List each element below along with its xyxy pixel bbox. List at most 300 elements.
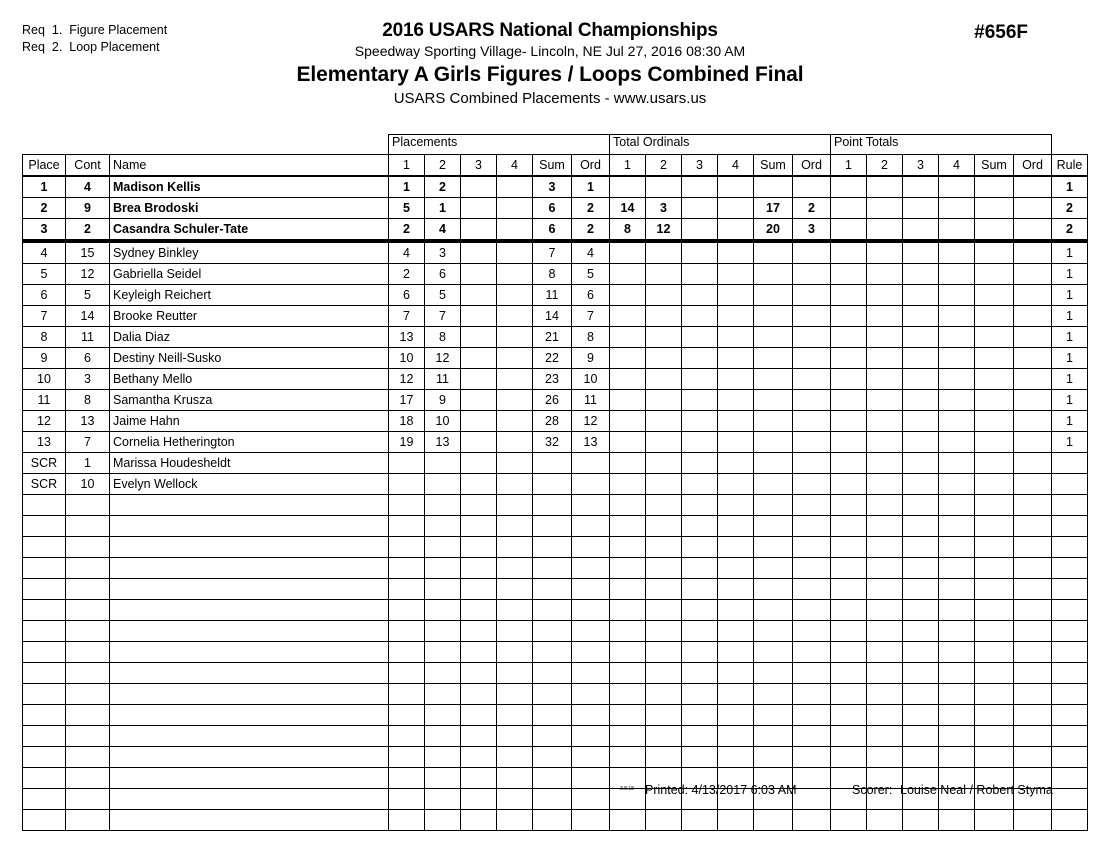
- cell-placement-4: [497, 432, 533, 453]
- cell-place: 1: [23, 176, 66, 198]
- cell-placement-3: [461, 516, 497, 537]
- cell-name: Dalia Diaz: [110, 327, 389, 348]
- cell-point-ord: [1014, 663, 1052, 684]
- cell-point-3: [903, 241, 939, 264]
- cell-placement-1: [389, 810, 425, 831]
- cell-placement-sum: [533, 558, 572, 579]
- cell-placement-1: 2: [389, 264, 425, 285]
- cell-ordinal-ord: [793, 264, 831, 285]
- cell-ordinal-4: [718, 705, 754, 726]
- cell-ordinal-4: [718, 327, 754, 348]
- cell-placement-ord: [572, 663, 610, 684]
- table-row[interactable]: [23, 558, 1088, 579]
- cell-ordinal-1: [610, 327, 646, 348]
- cell-ordinal-sum: [754, 241, 793, 264]
- cell-point-4: [939, 369, 975, 390]
- cell-point-1: [831, 369, 867, 390]
- cell-placement-3: [461, 432, 497, 453]
- cell-ordinal-2: [646, 705, 682, 726]
- table-row[interactable]: [23, 198, 1088, 219]
- cell-ordinal-3: [682, 285, 718, 306]
- table-row[interactable]: [23, 390, 1088, 411]
- cell-cont: 10: [66, 474, 110, 495]
- cell-point-1: [831, 726, 867, 747]
- cell-place: [23, 747, 66, 768]
- cell-point-3: [903, 537, 939, 558]
- cell-place: [23, 789, 66, 810]
- table-row[interactable]: [23, 219, 1088, 242]
- cell-place: [23, 726, 66, 747]
- cell-rule: [1052, 747, 1088, 768]
- cell-placement-1: 10: [389, 348, 425, 369]
- cell-point-sum: [975, 306, 1014, 327]
- cell-point-2: [867, 198, 903, 219]
- cell-point-2: [867, 684, 903, 705]
- table-row[interactable]: [23, 369, 1088, 390]
- cell-point-ord: [1014, 558, 1052, 579]
- cell-ordinal-2: [646, 474, 682, 495]
- cell-cont: 9: [66, 198, 110, 219]
- cell-ordinal-sum: [754, 537, 793, 558]
- table-row[interactable]: [23, 432, 1088, 453]
- table-row[interactable]: [23, 579, 1088, 600]
- cell-cont: 14: [66, 306, 110, 327]
- cell-point-3: [903, 705, 939, 726]
- group-label-placements: Placements: [389, 135, 610, 155]
- cell-point-1: [831, 684, 867, 705]
- printed-timestamp: Printed: 4/13/2017 6:03 AM: [645, 783, 797, 797]
- table-row[interactable]: [23, 747, 1088, 768]
- cell-placement-2: 3: [425, 241, 461, 264]
- cell-point-1: [831, 579, 867, 600]
- cell-place: SCR: [23, 453, 66, 474]
- meet-title: 2016 USARS National Championships: [382, 20, 718, 41]
- cell-name: Brea Brodoski: [110, 198, 389, 219]
- cell-point-ord: [1014, 327, 1052, 348]
- cell-placement-1: [389, 768, 425, 789]
- table-row[interactable]: [23, 306, 1088, 327]
- cell-name: Bethany Mello: [110, 369, 389, 390]
- cell-rule: 1: [1052, 411, 1088, 432]
- cell-ordinal-2: [646, 621, 682, 642]
- table-row[interactable]: [23, 684, 1088, 705]
- cell-placement-3: [461, 219, 497, 242]
- cell-point-ord: [1014, 219, 1052, 242]
- table-row[interactable]: [23, 453, 1088, 474]
- cell-cont: 2: [66, 219, 110, 242]
- cell-cont: 3: [66, 369, 110, 390]
- cell-point-2: [867, 327, 903, 348]
- cell-name: [110, 516, 389, 537]
- cell-placement-sum: [533, 579, 572, 600]
- group-spacer: [66, 135, 110, 155]
- cell-ordinal-3: [682, 219, 718, 242]
- cell-point-ord: [1014, 579, 1052, 600]
- cell-placement-ord: [572, 810, 610, 831]
- cell-ordinal-3: [682, 198, 718, 219]
- table-row[interactable]: [23, 495, 1088, 516]
- cell-placement-sum: 32: [533, 432, 572, 453]
- cell-point-sum: [975, 198, 1014, 219]
- cell-ordinal-sum: [754, 684, 793, 705]
- cell-placement-ord: [572, 642, 610, 663]
- cell-placement-3: [461, 241, 497, 264]
- cell-point-ord: [1014, 621, 1052, 642]
- cell-ordinal-3: [682, 264, 718, 285]
- cell-cont: 12: [66, 264, 110, 285]
- cell-point-4: [939, 600, 975, 621]
- cell-point-3: [903, 600, 939, 621]
- cell-point-sum: [975, 241, 1014, 264]
- cell-point-1: [831, 306, 867, 327]
- cell-ordinal-ord: [793, 789, 831, 810]
- cell-ordinal-ord: [793, 810, 831, 831]
- cell-rule: 1: [1052, 264, 1088, 285]
- cell-rule: 1: [1052, 390, 1088, 411]
- cell-placement-1: [389, 579, 425, 600]
- cell-ordinal-2: [646, 684, 682, 705]
- cell-cont: 11: [66, 327, 110, 348]
- cell-rule: [1052, 810, 1088, 831]
- cell-point-1: [831, 453, 867, 474]
- cell-ordinal-sum: [754, 369, 793, 390]
- column-header-points-2: 2: [867, 155, 903, 177]
- cell-ordinal-2: [646, 432, 682, 453]
- cell-place: 3: [23, 219, 66, 242]
- scorer-names: Louise Neal / Robert Styma: [900, 783, 1053, 797]
- cell-placement-2: 1: [425, 198, 461, 219]
- cell-placement-4: [497, 264, 533, 285]
- cell-ordinal-sum: [754, 432, 793, 453]
- cell-rule: [1052, 453, 1088, 474]
- cell-point-sum: [975, 348, 1014, 369]
- table-row[interactable]: [23, 810, 1088, 831]
- cell-point-sum: [975, 726, 1014, 747]
- cell-placement-2: [425, 705, 461, 726]
- cell-placement-sum: [533, 705, 572, 726]
- column-header-ordinals-1: 1: [610, 155, 646, 177]
- cell-placement-1: [389, 537, 425, 558]
- cell-ordinal-ord: [793, 453, 831, 474]
- cell-place: [23, 768, 66, 789]
- cell-ordinal-3: [682, 390, 718, 411]
- cell-point-1: [831, 348, 867, 369]
- table-row[interactable]: [23, 348, 1088, 369]
- cell-ordinal-1: [610, 241, 646, 264]
- cell-ordinal-ord: [793, 621, 831, 642]
- column-header-ordinals-2: 2: [646, 155, 682, 177]
- cell-ordinal-sum: [754, 390, 793, 411]
- cell-placement-4: [497, 390, 533, 411]
- cell-point-ord: [1014, 600, 1052, 621]
- cell-ordinal-ord: [793, 516, 831, 537]
- cell-placement-3: [461, 306, 497, 327]
- cell-placement-2: 5: [425, 285, 461, 306]
- cell-ordinal-1: [610, 621, 646, 642]
- cell-ordinal-sum: [754, 176, 793, 198]
- cell-ordinal-ord: 2: [793, 198, 831, 219]
- cell-ordinal-ord: [793, 176, 831, 198]
- cell-ordinal-ord: [793, 285, 831, 306]
- cell-point-2: [867, 810, 903, 831]
- cell-name: Sydney Binkley: [110, 241, 389, 264]
- cell-cont: [66, 810, 110, 831]
- cell-placement-ord: 8: [572, 327, 610, 348]
- cell-ordinal-sum: [754, 348, 793, 369]
- cell-cont: [66, 684, 110, 705]
- cell-placement-ord: 1: [572, 176, 610, 198]
- cell-placement-4: [497, 537, 533, 558]
- cell-point-2: [867, 390, 903, 411]
- cell-point-3: [903, 495, 939, 516]
- cell-point-1: [831, 241, 867, 264]
- table-row[interactable]: [23, 285, 1088, 306]
- cell-point-3: [903, 219, 939, 242]
- cell-rule: [1052, 537, 1088, 558]
- cell-point-ord: [1014, 726, 1052, 747]
- cell-point-1: [831, 537, 867, 558]
- cell-name: [110, 558, 389, 579]
- cell-point-3: [903, 369, 939, 390]
- cell-placement-sum: [533, 663, 572, 684]
- cell-place: [23, 621, 66, 642]
- venue-datetime-line: Speedway Sporting Village- Lincoln, NE Jul 27, 2016 08:30 AM: [354, 43, 746, 59]
- cell-ordinal-1: [610, 516, 646, 537]
- table-row[interactable]: [23, 241, 1088, 264]
- cell-placement-4: [497, 558, 533, 579]
- cell-placement-ord: [572, 474, 610, 495]
- cell-point-4: [939, 684, 975, 705]
- cell-point-ord: [1014, 264, 1052, 285]
- cell-placement-1: 1: [389, 176, 425, 198]
- cell-ordinal-4: [718, 642, 754, 663]
- cell-rule: 1: [1052, 176, 1088, 198]
- cell-cont: [66, 621, 110, 642]
- cell-point-sum: [975, 747, 1014, 768]
- cell-point-1: [831, 663, 867, 684]
- cell-name: [110, 600, 389, 621]
- cell-ordinal-1: [610, 369, 646, 390]
- cell-placement-sum: 11: [533, 285, 572, 306]
- cell-placement-3: [461, 768, 497, 789]
- requirement-line-1: Req 1. Figure Placement: [22, 23, 168, 37]
- cell-place: 10: [23, 369, 66, 390]
- cell-name: [110, 768, 389, 789]
- cell-placement-4: [497, 495, 533, 516]
- cell-placement-4: [497, 306, 533, 327]
- cell-ordinal-4: [718, 747, 754, 768]
- cell-ordinal-4: [718, 348, 754, 369]
- cell-rule: 1: [1052, 432, 1088, 453]
- cell-ordinal-4: [718, 663, 754, 684]
- cell-ordinal-4: [718, 390, 754, 411]
- cell-point-4: [939, 663, 975, 684]
- cell-point-2: [867, 642, 903, 663]
- table-row[interactable]: [23, 176, 1088, 198]
- column-header-name: Name: [110, 155, 389, 177]
- cell-placement-ord: 4: [572, 241, 610, 264]
- cell-rule: 1: [1052, 241, 1088, 264]
- column-header-ordinals-3: 3: [682, 155, 718, 177]
- table-row[interactable]: [23, 411, 1088, 432]
- cell-ordinal-sum: [754, 411, 793, 432]
- cell-point-sum: [975, 264, 1014, 285]
- cell-point-4: [939, 726, 975, 747]
- cell-ordinal-ord: [793, 474, 831, 495]
- cell-ordinal-3: [682, 537, 718, 558]
- table-row[interactable]: [23, 264, 1088, 285]
- cell-placement-ord: 6: [572, 285, 610, 306]
- cell-ordinal-2: [646, 327, 682, 348]
- cell-ordinal-1: 8: [610, 219, 646, 242]
- cell-placement-3: [461, 474, 497, 495]
- cell-point-ord: [1014, 537, 1052, 558]
- table-row[interactable]: [23, 516, 1088, 537]
- cell-ordinal-3: [682, 453, 718, 474]
- cell-name: [110, 810, 389, 831]
- cell-point-2: [867, 579, 903, 600]
- cell-place: [23, 579, 66, 600]
- cell-ordinal-1: [610, 390, 646, 411]
- cell-point-sum: [975, 369, 1014, 390]
- cell-ordinal-sum: [754, 600, 793, 621]
- table-row[interactable]: [23, 726, 1088, 747]
- cell-placement-sum: [533, 600, 572, 621]
- cell-point-1: [831, 390, 867, 411]
- cell-ordinal-2: [646, 285, 682, 306]
- cell-placement-ord: 10: [572, 369, 610, 390]
- cell-point-3: [903, 176, 939, 198]
- cell-ordinal-sum: [754, 810, 793, 831]
- cell-placement-2: [425, 768, 461, 789]
- table-row[interactable]: [23, 327, 1088, 348]
- cell-rule: [1052, 726, 1088, 747]
- cell-placement-2: [425, 474, 461, 495]
- cell-point-3: [903, 306, 939, 327]
- group-label-point-totals: Point Totals: [831, 135, 1052, 155]
- cell-placement-3: [461, 369, 497, 390]
- cell-placement-2: 13: [425, 432, 461, 453]
- cell-point-1: [831, 327, 867, 348]
- cell-ordinal-3: [682, 495, 718, 516]
- cell-name: Marissa Houdesheldt: [110, 453, 389, 474]
- cell-placement-3: [461, 726, 497, 747]
- cell-cont: [66, 600, 110, 621]
- cell-ordinal-1: [610, 579, 646, 600]
- cell-placement-2: 12: [425, 348, 461, 369]
- table-row[interactable]: [23, 642, 1088, 663]
- cell-ordinal-2: [646, 747, 682, 768]
- cell-ordinal-4: [718, 726, 754, 747]
- cell-placement-ord: [572, 684, 610, 705]
- cell-rule: 1: [1052, 348, 1088, 369]
- cell-ordinal-3: [682, 810, 718, 831]
- cell-point-4: [939, 495, 975, 516]
- cell-place: 5: [23, 264, 66, 285]
- cell-placement-ord: [572, 789, 610, 810]
- table-row[interactable]: [23, 474, 1088, 495]
- cell-point-1: [831, 810, 867, 831]
- cell-ordinal-2: [646, 453, 682, 474]
- cell-placement-sum: 6: [533, 198, 572, 219]
- table-row[interactable]: [23, 621, 1088, 642]
- cell-point-2: [867, 537, 903, 558]
- cell-ordinal-3: [682, 663, 718, 684]
- table-row[interactable]: [23, 705, 1088, 726]
- cell-point-2: [867, 600, 903, 621]
- cell-ordinal-2: [646, 726, 682, 747]
- cell-ordinal-sum: [754, 663, 793, 684]
- cell-placement-2: [425, 747, 461, 768]
- cell-point-ord: [1014, 453, 1052, 474]
- cell-ordinal-3: [682, 642, 718, 663]
- cell-point-sum: [975, 621, 1014, 642]
- cell-point-sum: [975, 600, 1014, 621]
- cell-placement-ord: [572, 705, 610, 726]
- cell-cont: 4: [66, 176, 110, 198]
- cell-point-ord: [1014, 516, 1052, 537]
- cell-ordinal-4: [718, 306, 754, 327]
- cell-placement-1: 18: [389, 411, 425, 432]
- cell-point-2: [867, 348, 903, 369]
- group-spacer: [23, 135, 66, 155]
- cell-point-sum: [975, 537, 1014, 558]
- cell-ordinal-3: [682, 684, 718, 705]
- cell-point-1: [831, 411, 867, 432]
- cell-name: [110, 747, 389, 768]
- cell-placement-ord: 11: [572, 390, 610, 411]
- cell-rule: 2: [1052, 219, 1088, 242]
- cell-name: [110, 726, 389, 747]
- cell-placement-sum: [533, 495, 572, 516]
- cell-ordinal-2: [646, 495, 682, 516]
- table-row[interactable]: [23, 537, 1088, 558]
- cell-point-4: [939, 285, 975, 306]
- cell-ordinal-3: [682, 306, 718, 327]
- cell-placement-ord: [572, 558, 610, 579]
- cell-point-2: [867, 264, 903, 285]
- cell-ordinal-2: [646, 642, 682, 663]
- cell-ordinal-2: [646, 516, 682, 537]
- cell-placement-2: [425, 663, 461, 684]
- group-header-row: [23, 135, 1088, 155]
- cell-ordinal-1: [610, 600, 646, 621]
- cell-cont: [66, 579, 110, 600]
- cell-ordinal-ord: [793, 768, 831, 789]
- cell-point-4: [939, 642, 975, 663]
- cell-ordinal-ord: [793, 747, 831, 768]
- cell-point-4: [939, 705, 975, 726]
- cell-ordinal-sum: [754, 558, 793, 579]
- cell-point-sum: [975, 453, 1014, 474]
- table-row[interactable]: [23, 663, 1088, 684]
- cell-name: [110, 663, 389, 684]
- cell-placement-4: [497, 453, 533, 474]
- cell-placement-ord: 9: [572, 348, 610, 369]
- cell-point-sum: [975, 327, 1014, 348]
- cell-ordinal-1: [610, 537, 646, 558]
- cell-ordinal-3: [682, 579, 718, 600]
- event-title: Elementary A Girls Figures / Loops Combined Final: [296, 63, 804, 86]
- table-row[interactable]: [23, 600, 1088, 621]
- cell-ordinal-2: [646, 306, 682, 327]
- cell-placement-1: [389, 516, 425, 537]
- cell-placement-2: 10: [425, 411, 461, 432]
- cell-placement-sum: [533, 621, 572, 642]
- cell-placement-sum: [533, 768, 572, 789]
- cell-ordinal-ord: [793, 390, 831, 411]
- cell-rule: 2: [1052, 198, 1088, 219]
